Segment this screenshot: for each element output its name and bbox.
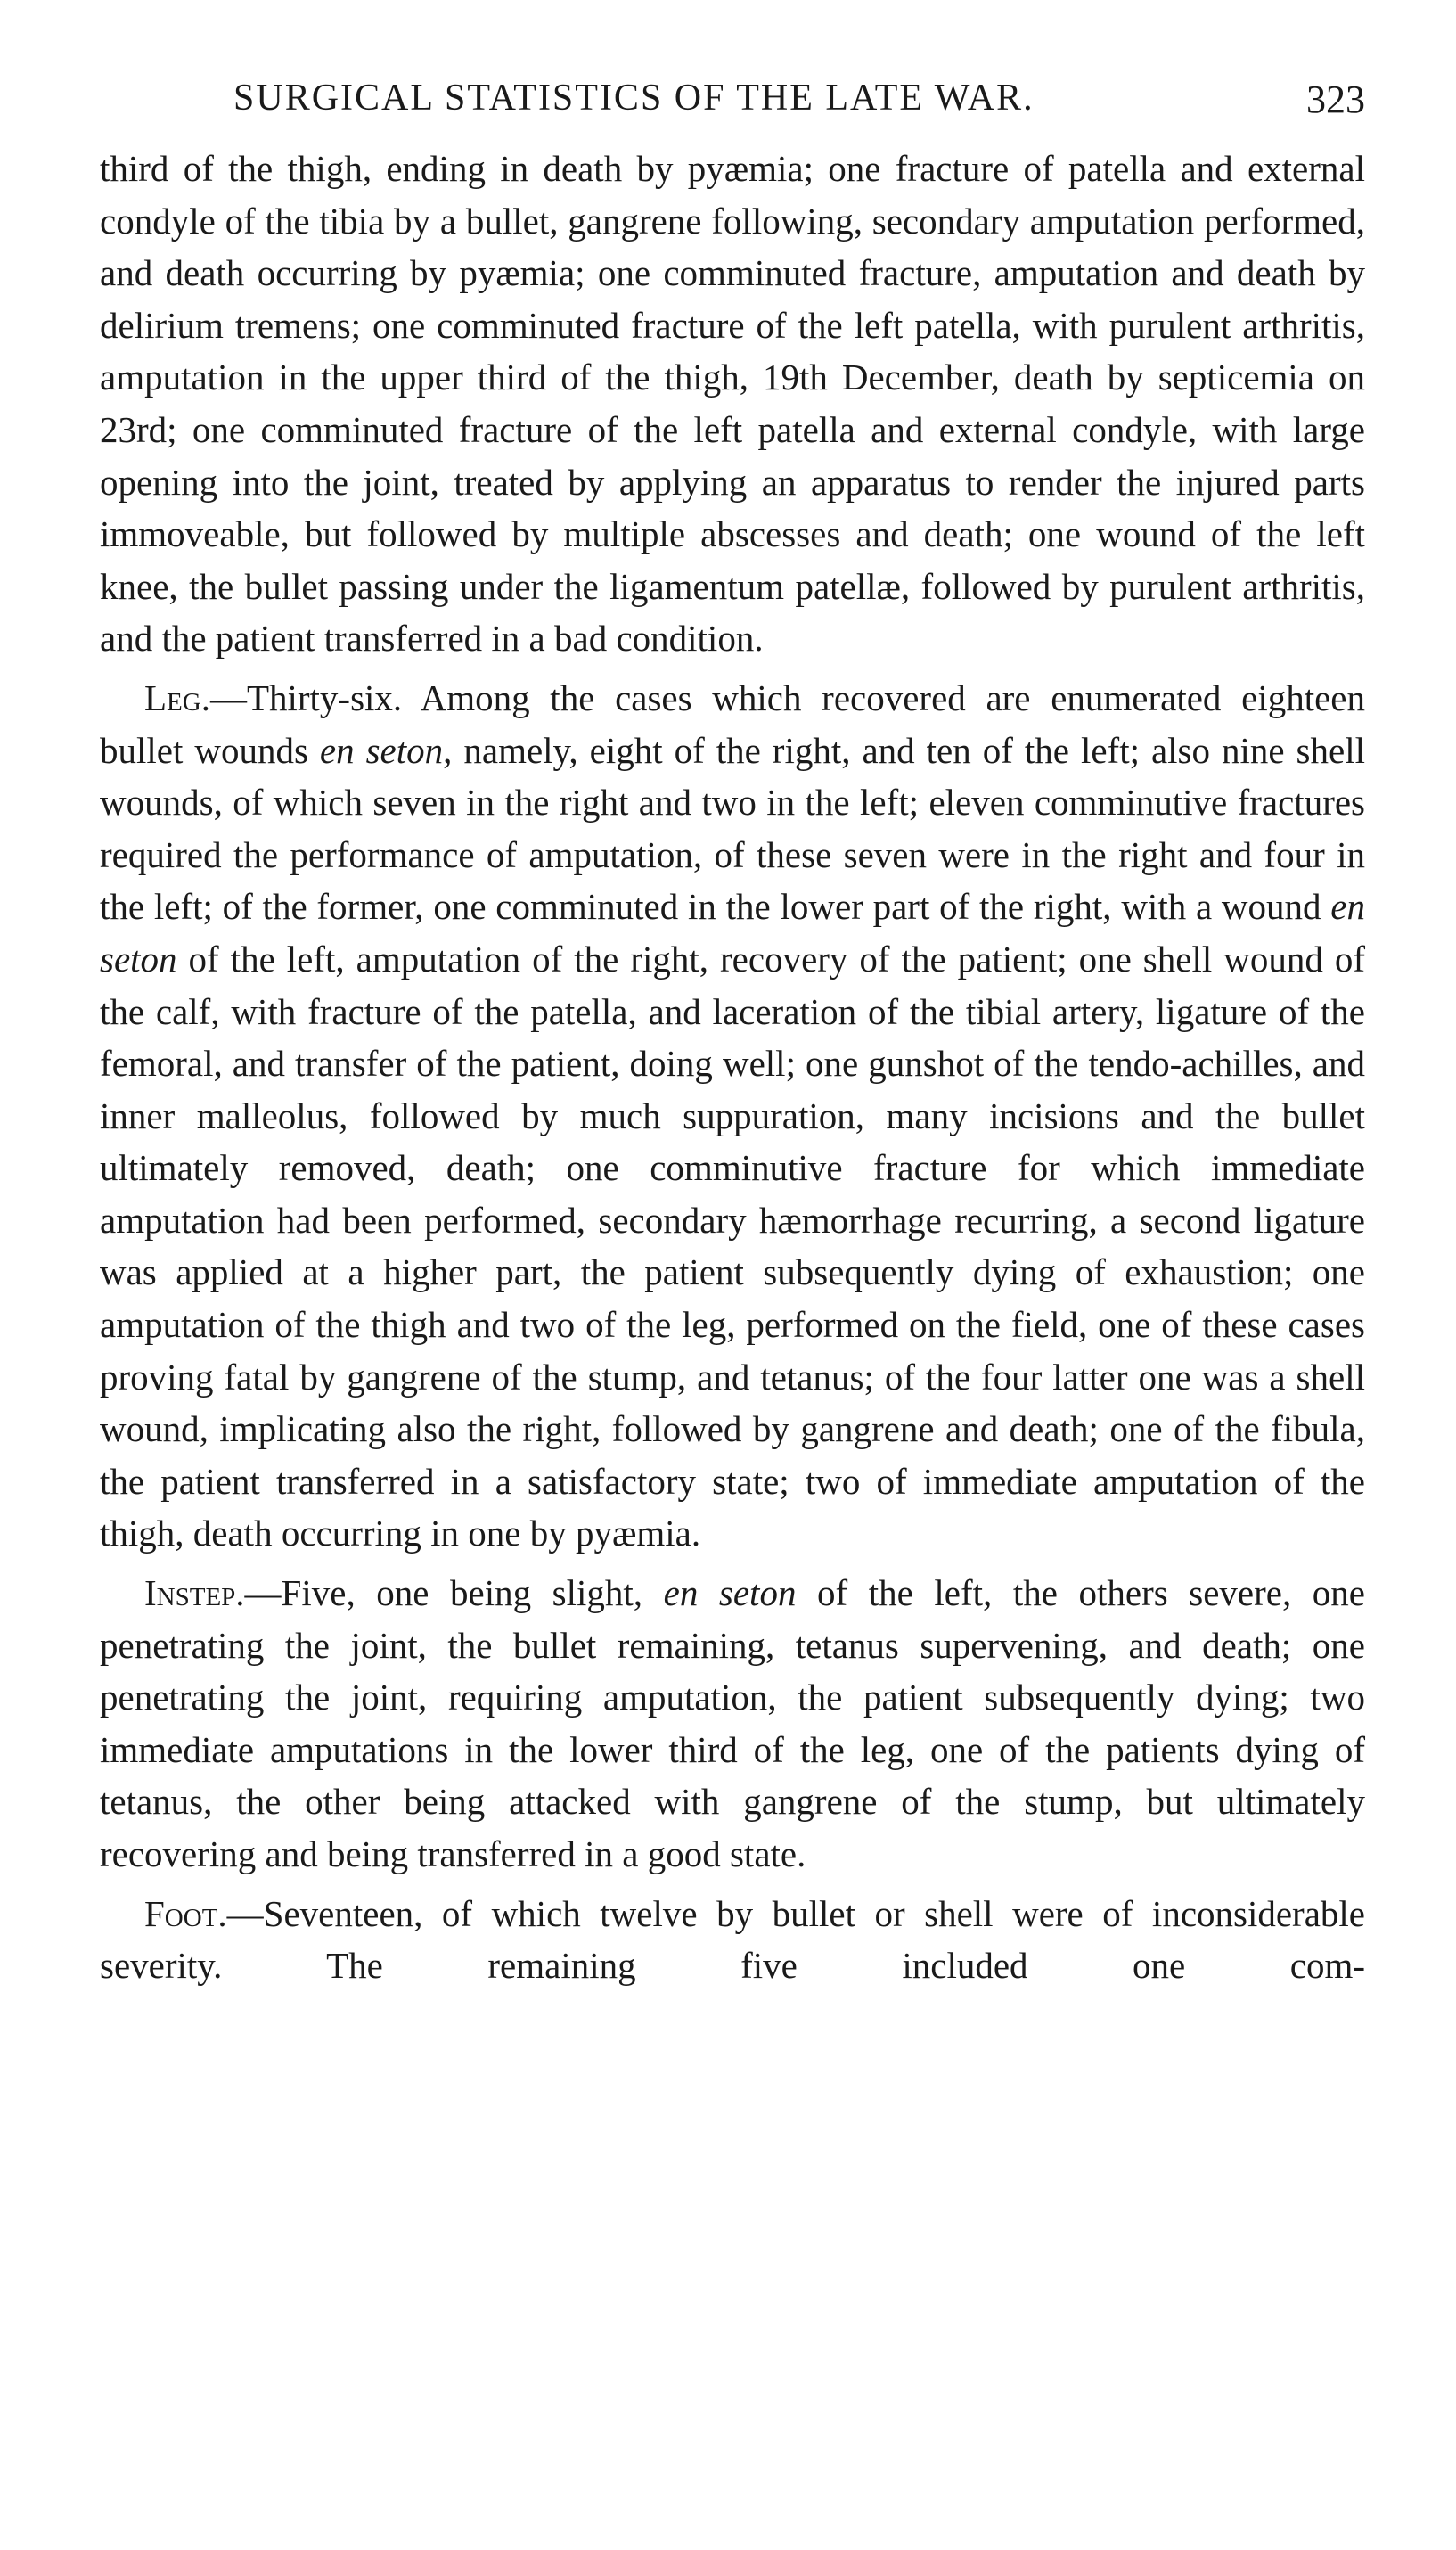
running-head [100, 77, 1365, 132]
text-run: third of the thigh, ending in death by pyæmia; one fracture of patella and external condyle of the tibia by a bullet, gangrene following, secondary amputation performed, and death occurring by pyæmia; one comminuted fracture, amputation and death by delirium tremens; one comminuted fracture of the left patella, with purulent arthritis, amputation in the upper third of the thigh, 19th December, death by septicemia on 23rd; one comminuted fracture of the left patella and external condyle, with large opening into the joint, treated by applying an apparatus to render the injured parts immoveable, but followed by multiple abscesses and death; one wound of the left knee, the bullet passing under the ligamentum patellæ, followed by purulent arthritis, and the patient transferred in a bad condition. [100, 148, 1365, 660]
body-text [100, 143, 1365, 1992]
section-lead: Instep. [144, 1572, 245, 1614]
book-page [100, 77, 1365, 1992]
italic-phrase: en seton [663, 1572, 797, 1614]
paragraph-knee-continued [100, 143, 1365, 665]
text-run: of the left, the others severe, one penetrating the joint, the bullet remaining, tetanus supervening, and death; one penetrating the joint, requiring amputation, the patient subsequently dying; two immediate amputations in the lower third of the leg, one of the patients dying of tetanus, the other being attacked with gangrene of the stump, but ultimately recovering and being transferred in a good state. [100, 1572, 1365, 1874]
text-run: —Five, one being slight, [244, 1572, 664, 1614]
section-lead: Leg. [144, 676, 210, 718]
italic-phrase: en seton [100, 886, 1365, 980]
italic-phrase: en seton [319, 729, 444, 771]
text-run: , namely, eight of the right, and ten of the left; also nine shell wounds, of which seven in the right and two in the left; eleven comminutive fractures required the performance of amputation, of these seven were in the right and four in the left; of the former, one comminuted in the lower part of the right, with a wound [100, 729, 1365, 928]
paragraph-foot [100, 1888, 1365, 1992]
paragraph-instep [100, 1567, 1365, 1881]
section-lead: Foot. [144, 1892, 227, 1934]
text-run: of the left, amputation of the right, recovery of the patient; one shell wound of the calf, with fracture of the patella, and laceration of the tibial artery, ligature of the femoral, and transfer of the patient, doing well; one gunshot of the tendo-achilles, and inner malleolus, followed by much suppuration, many incisions and the bullet ultimately removed, death; one comminutive fracture for which immediate amputation had been performed, secondary hæmorrhage recurring, a second ligature was applied at a higher part, the patient subsequently dying of exhaustion; one amputation of the thigh and two of the leg, performed on the field, one of these cases proving fatal by gangrene of the stump, and tetanus; of the four latter one was a shell wound, implicating also the right, followed by gangrene and death; one of the fibula, the patient transferred in a satisfactory state; two of immediate amputation of the thigh, death occurring in one by pyæmia. [100, 938, 1365, 1554]
paragraph-leg [100, 672, 1365, 1560]
text-run: —Seventeen, of which twelve by bullet or shell were of inconsiderable severity. The remaining five included one com- [100, 1892, 1365, 1987]
running-title: SURGICAL STATISTICS OF THE LATE WAR. [233, 78, 1035, 119]
page-number: 323 [1306, 78, 1365, 121]
text-run: —Thirty-six. Among the cases which recovered are enumerated eighteen bullet wounds [100, 676, 1365, 771]
